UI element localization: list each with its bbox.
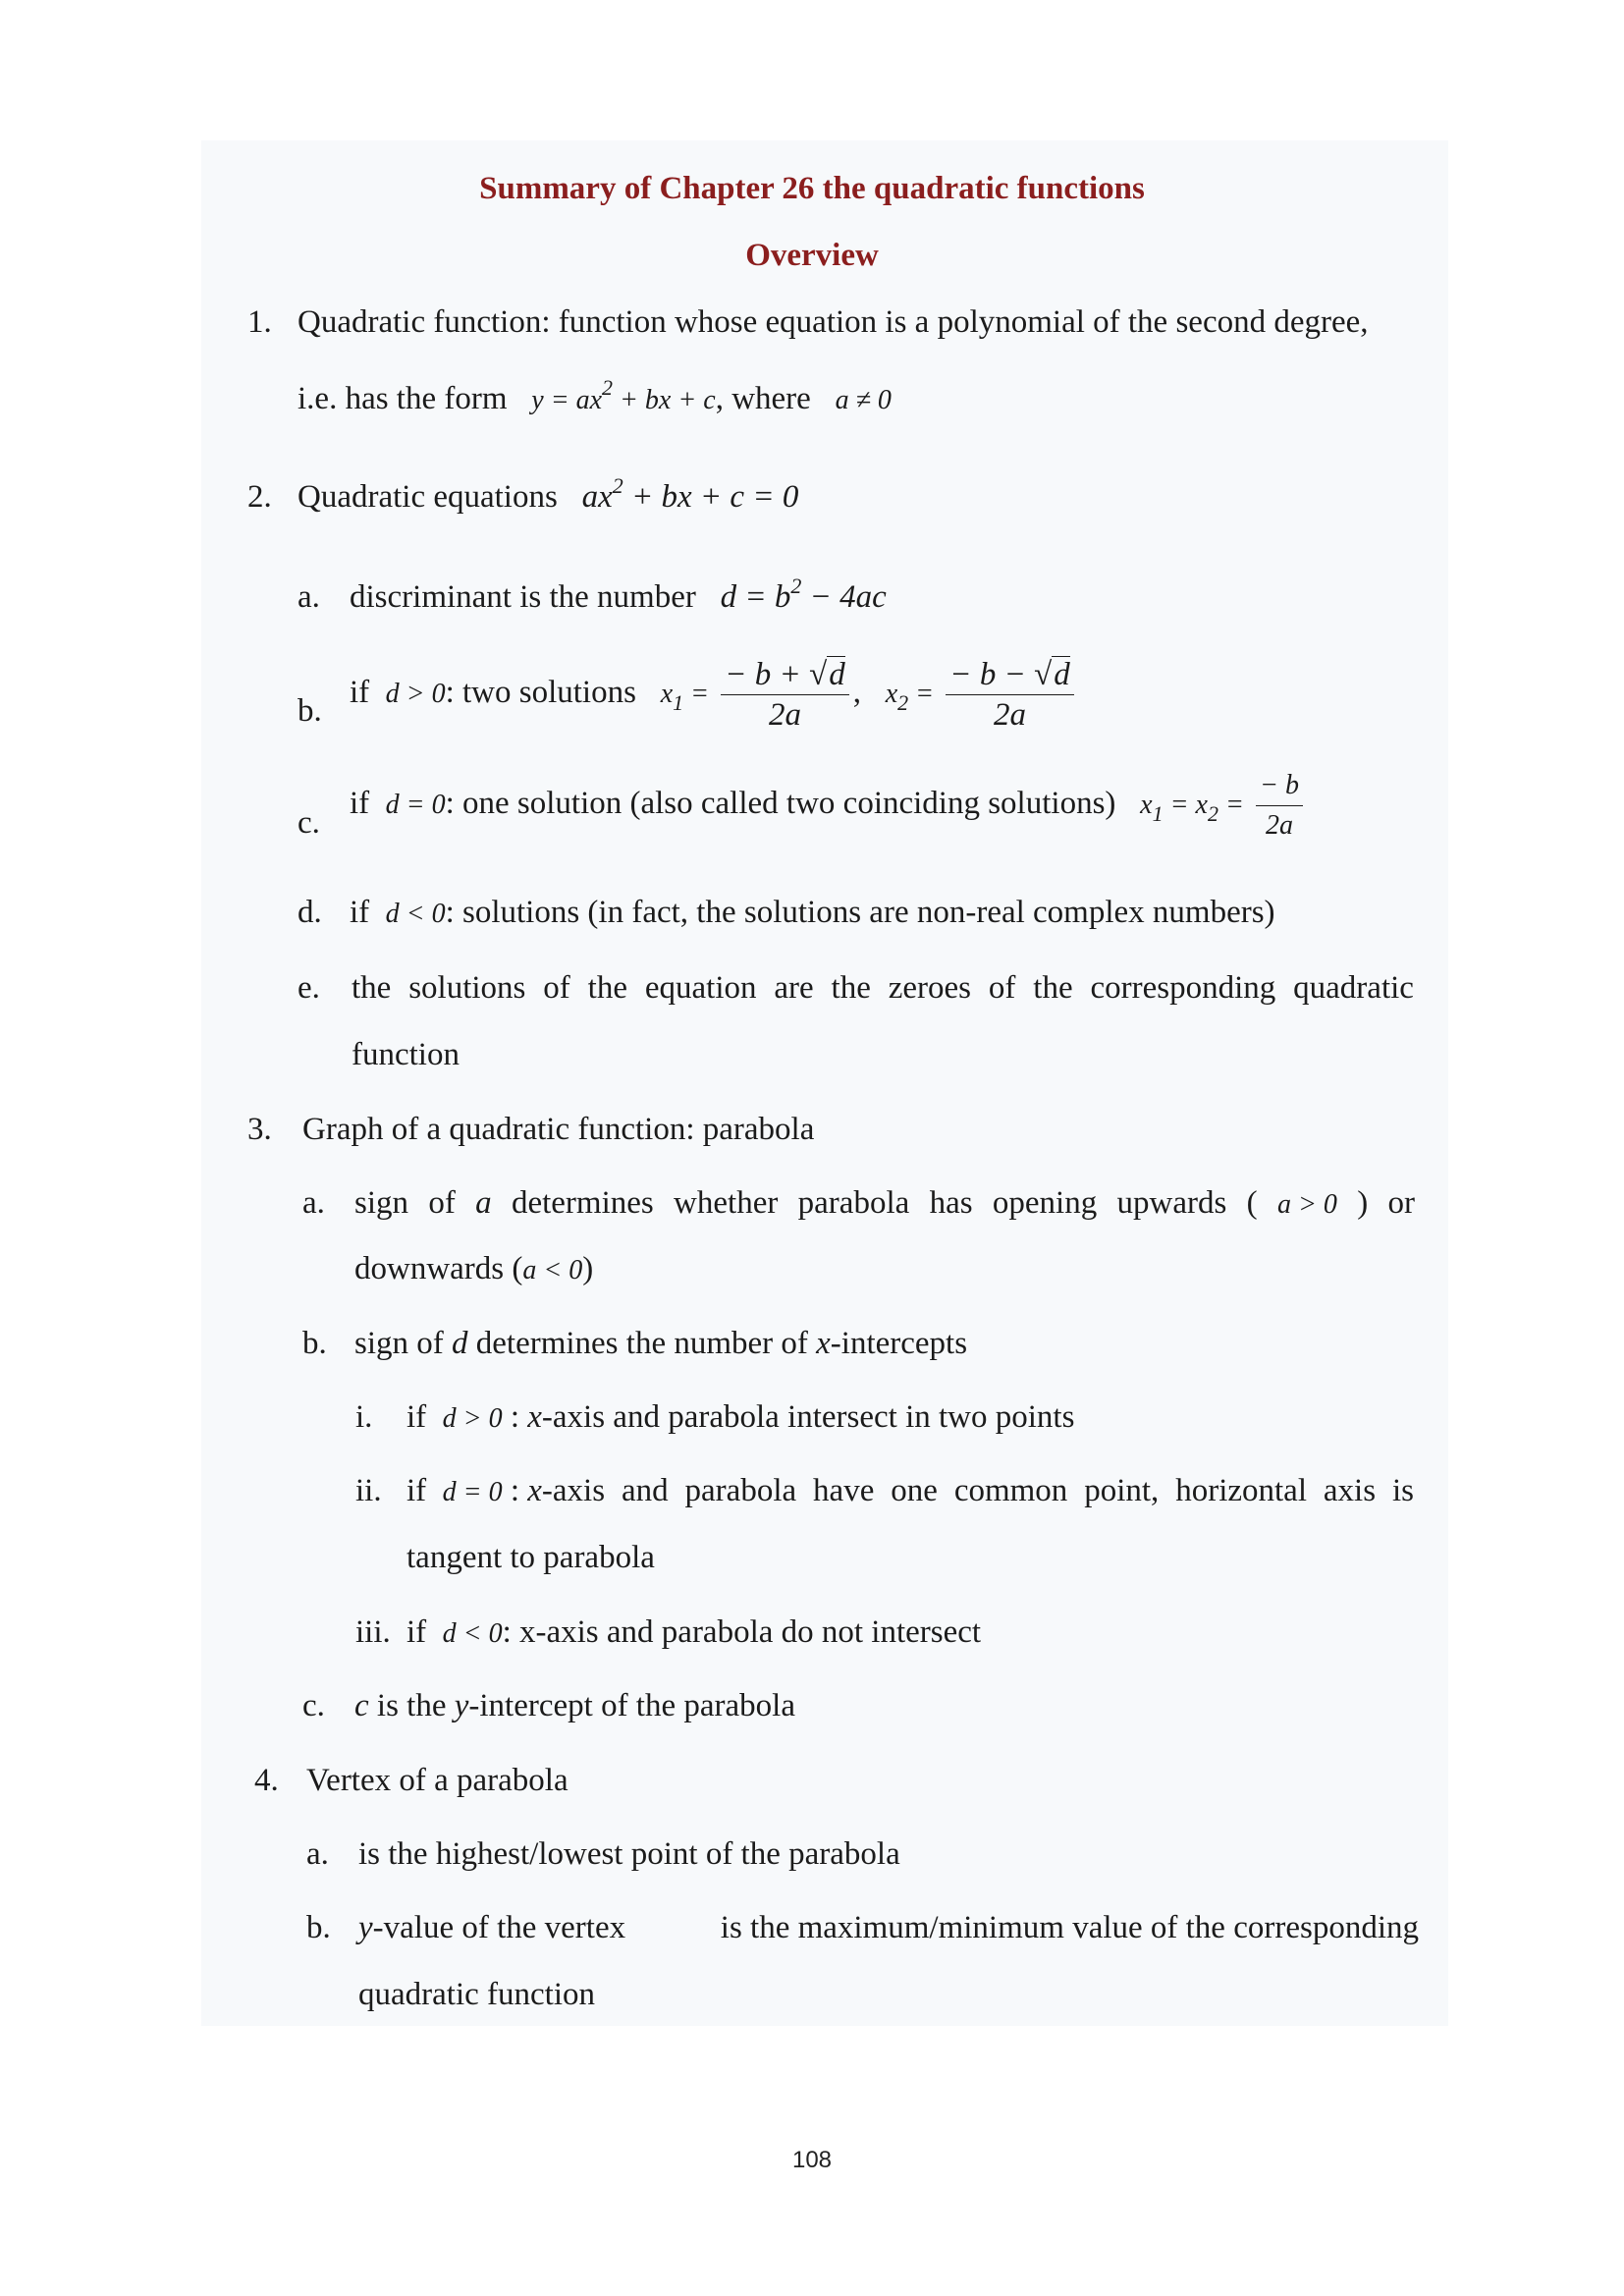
discriminant-formula: $d = b^2 - 4ac$: [720, 574, 887, 615]
item-3b-i-line: if d > 0 : x-axis and parabola intersect in two points: [406, 1399, 1075, 1435]
double-root-formula: $\frac{- b}{2a}$: [1256, 766, 1303, 846]
quadratic-equation-formula: $ax^2$ + bx + c = 0: [581, 473, 799, 515]
item-2d-line: if d < 0: solutions (in fact, the solutions are non-real complex numbers): [350, 895, 1275, 930]
sub-label-4a: a.: [306, 1836, 329, 1872]
sub-label-3b-iii: iii.: [355, 1614, 391, 1650]
item-4a-line: is the highest/lowest point of the parabola: [358, 1836, 900, 1872]
item-3b-line: sign of d determines the number of x-intercepts: [354, 1326, 968, 1361]
item-2e-line-1: the solutions of the equation are the zeroes of the corresponding quadratic: [352, 970, 1414, 1006]
item-2b-line: if d > 0: two solutions $x_1$ = $\frac{- b + √d}{2a}$ , $x_2$ = $\frac{- b - √d}{2a}$: [350, 653, 1078, 735]
item-2-line: Quadratic equations $ax^2$ + bx + c = 0: [298, 473, 799, 515]
sub-label-3c: c.: [302, 1688, 325, 1723]
item-4b-line-2: quadratic function: [358, 1977, 595, 2012]
sub-label-3b: b.: [302, 1326, 327, 1361]
page-background: [201, 140, 1448, 2026]
root-formula-minus: $\frac{- b - √d}{2a}$: [946, 655, 1073, 735]
item-4-line: Vertex of a parabola: [306, 1763, 568, 1798]
chapter-title: Summary of Chapter 26 the quadratic functions: [479, 171, 1145, 206]
item-4b-line-1: y-value of the vertex is the maximum/minimum value of the corresponding: [358, 1910, 1419, 1945]
page-number: 108: [791, 2147, 833, 2173]
sub-label-2d: d.: [298, 895, 322, 930]
item-1-line-1: Quadratic function: function whose equation is a polynomial of the second degree,: [298, 304, 1369, 340]
item-3-line: Graph of a quadratic function: parabola: [302, 1112, 815, 1147]
sub-label-3a: a.: [302, 1185, 325, 1221]
item-3a-line-1: sign of a determines whether parabola has opening upwards ( a > 0 ) or: [354, 1185, 1415, 1221]
item-3b-ii-line-2: tangent to parabola: [406, 1540, 655, 1575]
nonzero-condition: a ≠ 0: [835, 385, 892, 415]
root-formula-plus: $\frac{- b + √d}{2a}$: [721, 655, 848, 735]
item-1-line-2: i.e. has the form $y = ax^2$ + bx + c, where a ≠ 0: [298, 375, 892, 416]
item-3c-line: c is the y-intercept of the parabola: [354, 1688, 795, 1723]
item-2a-line: discriminant is the number $d = b^2 - 4ac$: [350, 574, 887, 615]
item-number-3: 3.: [247, 1112, 272, 1147]
item-3b-ii-line-1: if d = 0 : x-axis and parabola have one common point, horizontal axis is: [406, 1473, 1414, 1508]
item-3a-line-2: downwards (a < 0): [354, 1251, 594, 1286]
item-number-4: 4.: [254, 1763, 279, 1798]
sub-label-2e: e.: [298, 970, 320, 1006]
sub-label-3b-ii: ii.: [355, 1473, 382, 1508]
item-number-1: 1.: [247, 304, 272, 340]
quadratic-form-formula: $y = ax^2$ + bx + c: [531, 375, 716, 415]
item-2e-line-2: function: [352, 1037, 460, 1072]
sub-label-2b: b.: [298, 693, 322, 729]
sub-label-2a: a.: [298, 579, 320, 615]
sub-label-2c: c.: [298, 805, 320, 841]
item-3b-iii-line: if d < 0: x-axis and parabola do not intersect: [406, 1614, 982, 1650]
section-heading: Overview: [745, 238, 879, 273]
sub-label-4b: b.: [306, 1910, 331, 1945]
sub-label-3b-i: i.: [355, 1399, 373, 1435]
item-number-2: 2.: [247, 479, 272, 515]
item-2c-line: if d = 0: one solution (also called two coinciding solutions) $x_1 = x_2$ = $\frac{- b}{2a}$: [350, 764, 1307, 846]
